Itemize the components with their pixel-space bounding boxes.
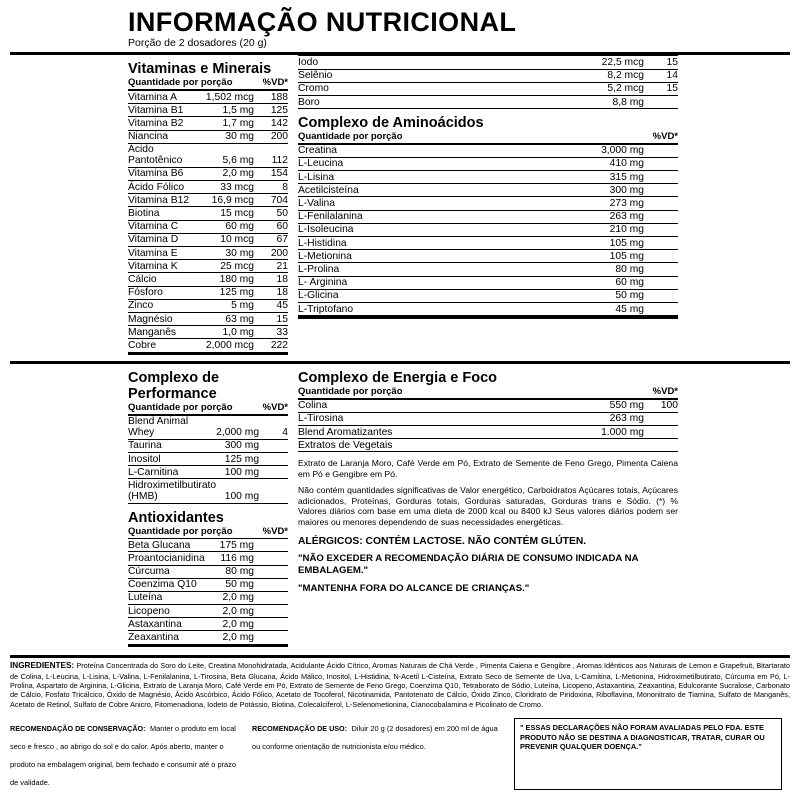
row-amount: 2,0 mg — [215, 631, 254, 644]
usage-title: RECOMENDAÇÃO DE USO: — [252, 723, 348, 733]
row-name: Vitamina D — [128, 233, 206, 246]
vd-note: Não contém quantidades significativas de Valor energético, Carboidratos Açúcares totais, Açúcares adicionados, Proteínas, Gorduras totais, Gorduras saturadas, Gorduras trans e Sódio. (*) % Valores diários com base em uma dieta de 2000 kcal ou 8400 kJ Seus valores diários podem ser maiores ou menores dependendo de suas necessidades energéticas. — [298, 485, 678, 527]
row-amount: 300 mg — [216, 439, 259, 452]
row-name: Extratos de Vegetais — [298, 439, 536, 452]
antiox-subheader — [128, 526, 288, 537]
row-daily-value: 100 — [644, 400, 678, 413]
row-name: L-Carnitina — [128, 466, 216, 479]
row-amount: 5 mg — [206, 299, 254, 312]
row-name: Manganês — [128, 326, 206, 339]
table-row — [128, 631, 288, 644]
row-name: Fósforo — [128, 286, 206, 299]
ingredients-text: Proteína Concentrada do Soro do Leite, Creatina Monohidratada, Acidulante Ácido Cítrico, Aromas Naturais de Chá Verde , Pimenta Caiena e Gengibre , Aromas Idênticos aos Naturais de Lemon e Grapefruit, Bitartarato de Colina, L-Leucina, L-Lisina, L-Valina, L-Fenilalanina, L-Tirosina, Beta Glucana, Ácido Málico, Inositol, L-Histidina, N-Acetil L-Cisteína, Extrato Seco de Semente de Uva, L-Carnitina, L-Metionina, Hidroximetilbutirato, Cúrcuma em Pó, L-Prolina, Aspartato de Arginina, L-Glicina, Extrato de Laranja Moro, Café Verde em Pó, Extrato de Semente de Feno Grego, Coenzima Q10, Tetraborato de Sódio, Luteína, Licopeno, Astaxantina, Zeaxantina, Edulcorante Sucralose, Carbonato de Cálcio, Fosfato Tricálcico, Óxido de Magnésio, Ácido Ascórbico, Ácido Fólico, Acetato de Tocoferol, Nicotinamida, Pantotenato de Cálcio, Óxido Zinco, Cloridrato de Piridoxina, Riboflavina, Mononitrato de Tiamina, Sulfato de Manganês, Acetato de Retinol, Sulfato de Cobre Anicro, Fitomenadiona, Iodeto de Potássio, Biotina, Colecalciferol, L-Selenometionina, Cianocobalamina e Picolinato de Cromo. — [10, 661, 790, 709]
row-name: L- Arginina — [298, 276, 506, 289]
row-name: Magnésio — [128, 312, 206, 325]
row-daily-value — [644, 276, 678, 289]
row-amount: 550 mg — [536, 400, 644, 413]
row-daily-value — [259, 439, 288, 452]
row-amount: 410 mg — [506, 157, 644, 170]
row-daily-value: 15 — [644, 82, 678, 95]
table-row — [128, 439, 288, 452]
row-amount: 22,5 mcg — [453, 56, 644, 69]
row-daily-value — [644, 210, 678, 223]
row-amount: 5,2 mcg — [453, 82, 644, 95]
row-amount: 80 mg — [506, 263, 644, 276]
row-amount: 8,2 mcg — [453, 69, 644, 82]
amino-vd-label: %VD* — [652, 131, 678, 143]
row-name: Astaxantina — [128, 618, 215, 631]
table-row — [298, 210, 678, 223]
row-amount: 263 mg — [536, 412, 644, 425]
row-amount: 100 mg — [216, 466, 259, 479]
table-row — [128, 91, 288, 104]
row-name: L-Valina — [298, 197, 506, 210]
row-amount: 105 mg — [506, 250, 644, 263]
row-daily-value — [259, 452, 288, 465]
table-row — [128, 605, 288, 618]
warning-dose: "NÃO EXCEDER A RECOMENDAÇÃO DIÁRIA DE CONSUMO INDICADA NA EMBALAGEM." — [298, 553, 639, 577]
row-amount: 175 mg — [215, 539, 254, 552]
row-amount: 2,000 mg — [216, 416, 259, 440]
storage-block — [10, 718, 240, 790]
warning-children: "MANTENHA FORA DO ALCANCE DE CRIANÇAS." — [298, 583, 530, 595]
footer-blocks — [10, 718, 790, 790]
antiox-title: Antioxidantes — [128, 509, 224, 526]
row-amount: 33 mcg — [206, 181, 254, 194]
table-row — [128, 181, 288, 194]
row-name: L-Lisina — [298, 171, 506, 184]
row-amount: 315 mg — [506, 171, 644, 184]
row-daily-value: 50 — [254, 207, 288, 220]
table-row — [128, 479, 288, 503]
row-daily-value — [259, 479, 288, 503]
row-daily-value — [259, 466, 288, 479]
bottom-columns — [10, 364, 790, 647]
row-name: Inositol — [128, 452, 216, 465]
table-row — [298, 157, 678, 170]
row-daily-value — [644, 425, 678, 438]
row-amount: 105 mg — [506, 237, 644, 250]
table-row — [298, 184, 678, 197]
row-daily-value: 4 — [259, 416, 288, 440]
row-name: Vitamina E — [128, 247, 206, 260]
row-amount: 25 mcg — [206, 260, 254, 273]
row-amount: 2,0 mg — [215, 605, 254, 618]
row-daily-value — [254, 605, 288, 618]
table-row — [298, 237, 678, 250]
table-row — [128, 299, 288, 312]
row-amount: 50 mg — [215, 578, 254, 591]
vitamins-table — [128, 91, 288, 353]
row-name: Ácido Pantotênico — [128, 143, 206, 167]
amino-subheader — [298, 131, 678, 142]
row-name: Cobre — [128, 339, 206, 352]
row-amount: 100 mg — [216, 479, 259, 503]
minerals-amino-section — [288, 55, 678, 355]
row-amount: 125 mg — [216, 452, 259, 465]
row-amount: 210 mg — [506, 223, 644, 236]
table-row — [128, 286, 288, 299]
row-amount: 1,7 mg — [206, 117, 254, 130]
row-name: Vitamina B12 — [128, 194, 206, 207]
table-row — [128, 104, 288, 117]
row-amount: 30 mg — [206, 247, 254, 260]
row-name: Beta Glucana — [128, 539, 215, 552]
usage-text: Diluir 20 g (2 dosadores) em 200 ml de água ou conforme orientação de nutricionista e/ou médico. — [252, 723, 498, 751]
row-amount: 1,502 mcg — [205, 91, 254, 103]
row-amount: 60 mg — [506, 276, 644, 289]
row-daily-value: 33 — [254, 326, 288, 339]
amino-title: Complexo de Aminoácidos — [298, 115, 484, 132]
row-daily-value: 15 — [254, 312, 288, 325]
row-name: Biotina — [128, 207, 206, 220]
table-row — [128, 565, 288, 578]
fda-text: " ESSAS DECLARAÇÕES NÃO FORAM AVALIADAS PELO FDA. ESTE PRODUTO NÃO SE DESTINA A DIAGNOSTICAR, TRATAR, CURAR OU PREVENIR QUALQUER DOENÇA." — [520, 722, 765, 752]
table-row — [128, 143, 288, 167]
vitamins-section — [10, 55, 288, 355]
row-daily-value: 8 — [254, 181, 288, 194]
row-name: Vitamina A — [128, 91, 206, 104]
row-name: L-Histidina — [298, 237, 506, 250]
table-row — [128, 207, 288, 220]
table-row — [298, 171, 678, 184]
vitamins-vd-label: %VD* — [262, 77, 288, 89]
row-name: L-Leucina — [298, 157, 506, 170]
table-row — [128, 539, 288, 552]
row-name: Vitamina B2 — [128, 117, 206, 130]
row-daily-value — [254, 552, 288, 565]
antiox-qty-label: Quantidade por porção — [128, 525, 233, 537]
row-name: Vitamina B1 — [128, 104, 206, 117]
row-daily-value — [644, 237, 678, 250]
row-name: Cálcio — [128, 273, 206, 286]
table-row — [298, 69, 678, 82]
vitamins-bottom-rule — [128, 353, 288, 356]
row-amount: 300 mg — [506, 184, 644, 197]
row-amount: 45 mg — [506, 302, 644, 315]
table-row — [128, 220, 288, 233]
row-amount — [536, 439, 644, 452]
ingredients-divider — [10, 655, 790, 658]
row-daily-value: 188 — [254, 91, 288, 104]
table-row — [298, 145, 678, 158]
row-name: Licopeno — [128, 605, 215, 618]
ingredients-label: INGREDIENTES: — [10, 661, 75, 671]
row-daily-value — [644, 157, 678, 170]
energy-qty-label: Quantidade por porção — [298, 386, 403, 397]
row-daily-value: 112 — [254, 143, 288, 167]
row-daily-value: 154 — [254, 167, 288, 180]
performance-subheader — [128, 402, 288, 413]
row-amount: 2,0 mg — [215, 591, 254, 604]
minerals-top-table — [298, 56, 678, 109]
top-columns — [10, 55, 790, 355]
row-amount: 60 mg — [206, 220, 254, 233]
antiox-vd-label: %VD* — [262, 525, 288, 537]
row-daily-value — [644, 412, 678, 425]
row-name: Niancina — [128, 130, 206, 143]
usage-block — [252, 718, 502, 790]
energy-subheader — [298, 386, 678, 397]
row-name: Luteína — [128, 591, 215, 604]
row-daily-value: 14 — [644, 69, 678, 82]
table-row — [298, 302, 678, 315]
table-row — [128, 233, 288, 246]
row-name: Vitamina B6 — [128, 167, 206, 180]
row-name: L-Tirosina — [298, 412, 536, 425]
row-name: L-Fenilalanina — [298, 210, 506, 223]
row-daily-value — [644, 289, 678, 302]
row-name: Ácido Fólico — [128, 181, 206, 194]
table-row — [298, 197, 678, 210]
label-header — [10, 8, 790, 49]
row-amount: 5,6 mg — [206, 143, 254, 167]
row-name: Cúrcuma — [128, 565, 215, 578]
row-amount: 180 mg — [206, 273, 254, 286]
row-daily-value — [254, 618, 288, 631]
row-daily-value — [644, 95, 678, 108]
ingredients-block — [10, 661, 790, 709]
table-row — [298, 439, 678, 452]
row-name: Cromo — [298, 82, 453, 95]
row-daily-value — [644, 184, 678, 197]
row-daily-value: 125 — [254, 104, 288, 117]
row-amount: 3,000 mg — [506, 145, 644, 158]
row-name: L-Triptofano — [298, 302, 506, 315]
row-name: Blend Aromatizantes — [298, 425, 536, 438]
performance-qty-label: Quantidade por porção — [128, 402, 233, 413]
row-daily-value — [254, 578, 288, 591]
amino-table — [298, 145, 678, 316]
amino-bottom-rule — [298, 316, 678, 319]
row-name: Creatina — [298, 145, 506, 158]
table-row — [128, 130, 288, 143]
storage-title: RECOMENDAÇÃO DE CONSERVAÇÃO: — [10, 723, 146, 733]
row-name: L-Glicina — [298, 289, 506, 302]
performance-table — [128, 416, 288, 504]
row-daily-value: 18 — [254, 286, 288, 299]
row-name: Colina — [298, 400, 536, 413]
table-row — [128, 578, 288, 591]
row-name: Vitamina C — [128, 220, 206, 233]
performance-title: Complexo de Performance — [128, 370, 220, 402]
antiox-table — [128, 539, 288, 645]
row-daily-value — [644, 439, 678, 452]
table-row — [128, 260, 288, 273]
row-amount: 263 mg — [506, 210, 644, 223]
row-name: Taurina — [128, 439, 216, 452]
portion-size: Porção de 2 dosadores (20 g) — [128, 37, 267, 50]
energy-vd-label: %VD* — [652, 386, 678, 397]
row-daily-value — [254, 565, 288, 578]
table-row — [128, 326, 288, 339]
row-daily-value — [644, 302, 678, 315]
row-name: Coenzima Q10 — [128, 578, 215, 591]
storage-text: Manter o produto em local seco e fresco , ao abrigo do sol e do calor. Após aberto, manter o produto na embalagem original, bem fechado e consumir até o prazo de validade. — [10, 723, 236, 787]
row-daily-value: 15 — [644, 56, 678, 69]
row-name: Selênio — [298, 69, 453, 82]
row-daily-value — [644, 263, 678, 276]
row-amount: 8,8 mg — [453, 95, 644, 108]
vitamins-title: Vitaminas e Minerais — [128, 61, 272, 78]
row-amount: 50 mg — [506, 289, 644, 302]
row-daily-value: 704 — [254, 194, 288, 207]
antiox-bottom-rule — [128, 645, 288, 648]
row-daily-value: 60 — [254, 220, 288, 233]
row-daily-value — [644, 250, 678, 263]
row-daily-value: 142 — [254, 117, 288, 130]
table-row — [128, 618, 288, 631]
row-amount: 30 mg — [206, 130, 254, 143]
row-amount: 63 mg — [206, 312, 254, 325]
page-title: INFORMAÇÃO NUTRICIONAL — [128, 7, 517, 37]
performance-antiox-section — [10, 364, 288, 647]
table-row — [128, 416, 288, 440]
row-daily-value: 200 — [254, 130, 288, 143]
table-row — [298, 263, 678, 276]
table-row — [298, 223, 678, 236]
table-row — [298, 82, 678, 95]
amino-qty-label: Quantidade por porção — [298, 131, 403, 143]
vitamins-subheader — [128, 77, 288, 88]
row-daily-value: 18 — [254, 273, 288, 286]
row-daily-value — [254, 631, 288, 644]
row-amount: 1.000 mg — [536, 425, 644, 438]
row-name: L-Metionina — [298, 250, 506, 263]
table-row — [128, 339, 288, 352]
row-daily-value — [254, 591, 288, 604]
energy-title: Complexo de Energia e Foco — [298, 370, 498, 386]
row-amount: 16,9 mcg — [206, 194, 254, 207]
table-row — [298, 289, 678, 302]
row-name: Zeaxantina — [128, 631, 215, 644]
table-row — [128, 552, 288, 565]
row-amount: 125 mg — [206, 286, 254, 299]
row-name: Iodo — [298, 56, 453, 69]
row-amount: 273 mg — [506, 197, 644, 210]
row-amount: 15 mcg — [206, 207, 254, 220]
row-amount: 2,0 mg — [215, 618, 254, 631]
row-daily-value: 222 — [254, 339, 288, 352]
table-row — [298, 95, 678, 108]
table-row — [128, 194, 288, 207]
row-daily-value: 45 — [254, 299, 288, 312]
row-daily-value — [644, 171, 678, 184]
row-daily-value — [644, 223, 678, 236]
energy-extract-note: Extrato de Laranja Moro, Café Verde em Pó, Extrato de Semente de Feno Grego, Pimenta Caiena em Pó e Gengibre em Pó. — [298, 458, 678, 479]
table-row — [128, 117, 288, 130]
row-daily-value: 200 — [254, 247, 288, 260]
fda-block — [514, 718, 782, 790]
table-row — [298, 276, 678, 289]
table-row — [128, 273, 288, 286]
row-daily-value: 21 — [254, 260, 288, 273]
table-row — [128, 452, 288, 465]
table-row — [298, 250, 678, 263]
table-row — [128, 247, 288, 260]
allergen-note: ALÉRGICOS: CONTÉM LACTOSE. NÃO CONTÉM GLÚTEN. — [298, 536, 587, 548]
table-row — [298, 56, 678, 69]
table-row — [298, 400, 678, 413]
row-amount: 10 mcg — [206, 233, 254, 246]
row-name: Boro — [298, 95, 453, 108]
table-row — [298, 412, 678, 425]
row-amount: 2,000 mcg — [205, 339, 254, 351]
row-name: Vitamina K — [128, 260, 206, 273]
row-amount: 1,5 mg — [206, 104, 254, 117]
table-row — [128, 312, 288, 325]
performance-vd-label: %VD* — [262, 402, 288, 413]
row-name: Acetilcisteína — [298, 184, 506, 197]
row-name: Zinco — [128, 299, 206, 312]
table-row — [128, 591, 288, 604]
row-daily-value — [644, 197, 678, 210]
table-row — [128, 167, 288, 180]
table-row — [298, 425, 678, 438]
row-amount: 80 mg — [215, 565, 254, 578]
row-amount: 1,0 mg — [206, 326, 254, 339]
row-name: Hidroximetilbutirato (HMB) — [128, 479, 217, 502]
row-daily-value — [644, 145, 678, 158]
vitamins-qty-label: Quantidade por porção — [128, 77, 233, 89]
energy-table — [298, 400, 678, 453]
row-name: L-Isoleucina — [298, 223, 506, 236]
energy-section — [288, 364, 678, 647]
row-name: Proantocianidina — [128, 552, 215, 565]
row-amount: 116 mg — [215, 552, 254, 565]
row-name: Blend Animal Whey — [128, 416, 216, 440]
row-daily-value: 67 — [254, 233, 288, 246]
row-name: L-Prolina — [298, 263, 506, 276]
table-row — [128, 466, 288, 479]
row-amount: 2,0 mg — [206, 167, 254, 180]
row-daily-value — [254, 539, 288, 552]
